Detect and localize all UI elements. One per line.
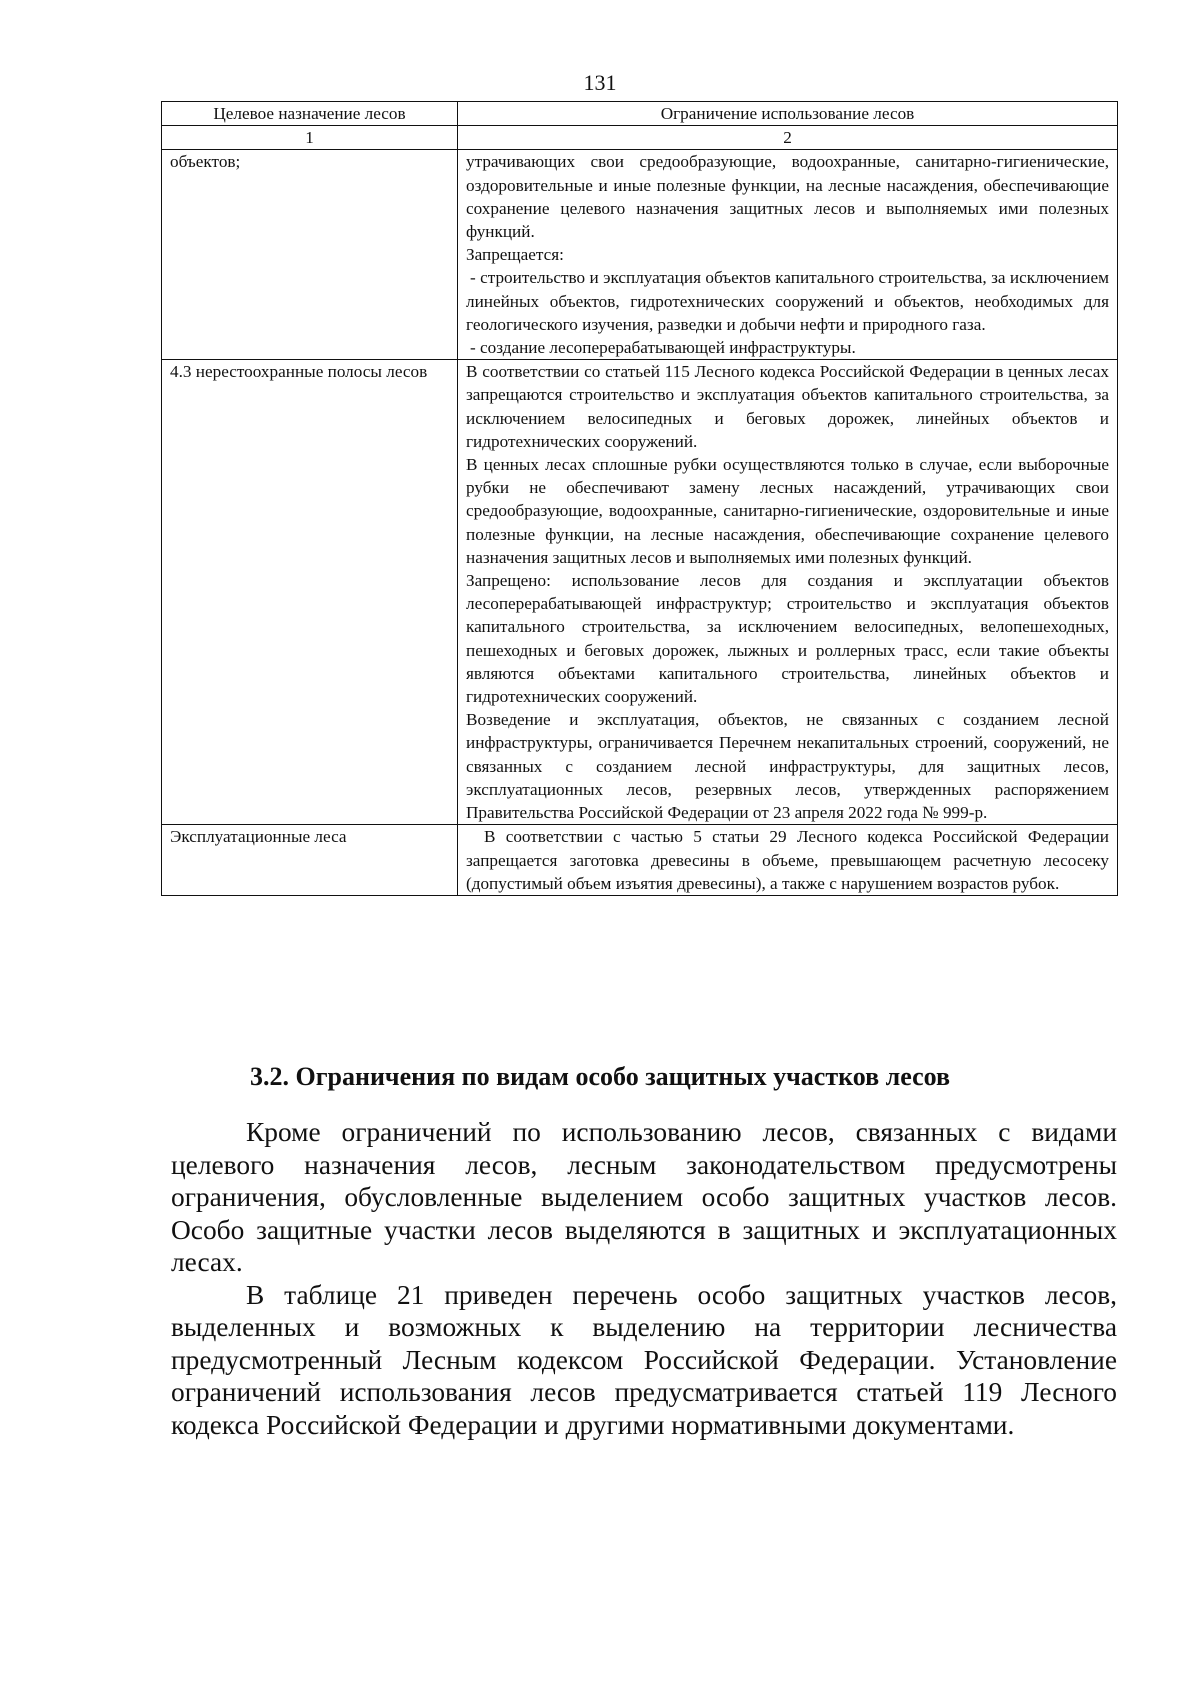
purpose-cell bbox=[162, 825, 458, 896]
column-number-row bbox=[162, 126, 1118, 150]
body-paragraph: В таблице 21 приведен перечень особо защитных участков лесов, выделенных и возможных к выделению на территории лесничества предусмотренный Лесным кодексом Российской Федерации. Установление ограничений использования лесов предусматривается статьей 119 Лесного кодекса Российской Федерации и другими нормативными документами. bbox=[171, 1279, 1117, 1440]
restrictions-table bbox=[161, 101, 1118, 896]
restriction-paragraph: утрачивающих свои средообразующие, водоохранные, санитарно-гигиенические, оздоровительные и иные полезные функции, на лесные насаждения, обеспечивающие сохранение целевого назначения защитных лесов и выполняемых ими полезных функций. bbox=[466, 152, 1109, 242]
table-row bbox=[162, 150, 1118, 360]
table-header-row bbox=[162, 102, 1118, 126]
table-row bbox=[162, 825, 1118, 896]
restriction-paragraph: Запрещено: использование лесов для создания и эксплуатации объектов лесоперерабатывающей инфраструктур; строительство и эксплуатация объектов капитального строительства, за исключением велосипедных, велопешеходных, пешеходных и беговых дорожек, лыжных и роллерных трасс, если такие объекты являются объектами капитального строительства, линейных объектов и гидротехнических сооружений. bbox=[466, 571, 1109, 707]
table-row bbox=[162, 360, 1118, 825]
restriction-paragraph: Запрещается: bbox=[466, 245, 564, 265]
section-heading: 3.2. Ограничения по видам особо защитных участков лесов bbox=[249, 1061, 951, 1091]
restriction-paragraph: В соответствии со статьей 115 Лесного кодекса Российской Федерации в ценных лесах запрещаются строительство и эксплуатация объектов капитального строительства, за исключением велосипедных и беговых дорожек, линейных объектов и гидротехнических сооружений. bbox=[466, 362, 1109, 451]
purpose-text: Эксплуатационные леса bbox=[170, 827, 347, 847]
page-number: 131 bbox=[583, 70, 617, 95]
section-body bbox=[171, 1116, 1117, 1441]
purpose-cell bbox=[162, 360, 458, 825]
restriction-cell bbox=[458, 150, 1118, 360]
column-number-1: 1 bbox=[162, 126, 458, 150]
restriction-paragraph: Возведение и эксплуатация, объектов, не связанных с созданием лесной инфраструктуры, ограничивается Перечнем некапитальных строений, сооружений, не связанных с созданием лесной инфраструктуры, для защитных лесов, эксплуатационных лесов, резервных лесов, утвержденных распоряжением Правительства Российской Федерации от 23 апреля 2022 года № 999-р. bbox=[466, 710, 1109, 823]
restriction-cell bbox=[458, 360, 1118, 825]
restriction-paragraph: - создание лесоперерабатывающей инфраструктуры. bbox=[470, 338, 856, 358]
column-number-2: 2 bbox=[458, 126, 1118, 150]
header-purpose: Целевое назначение лесов bbox=[162, 102, 458, 126]
restriction-cell bbox=[458, 825, 1118, 896]
purpose-text: 4.3 нерестоохранные полосы лесов bbox=[170, 362, 428, 382]
header-restriction: Ограничение использование лесов bbox=[458, 102, 1118, 126]
purpose-cell bbox=[162, 150, 458, 360]
restriction-paragraph: - строительство и эксплуатация объектов капитального строительства, за исключением линейных объектов, гидротехнических сооружений и объектов, необходимых для геологического изучения, разведки и добычи нефти и природного газа. bbox=[466, 268, 1109, 334]
purpose-text: объектов; bbox=[170, 152, 241, 172]
body-paragraph: Кроме ограничений по использованию лесов, связанных с видами целевого назначения лесов, лесным законодательством предусмотрены ограничения, обусловленные выделением особо защитных участков лесов. Особо защитные участки лесов выделяются в защитных и эксплуатационных лесах. bbox=[171, 1117, 1117, 1277]
restriction-paragraph: В соответствии с частью 5 статьи 29 Лесного кодекса Российской Федерации запрещается заготовка древесины в объеме, превышающем расчетную лесосеку (допустимый объем изъятия древесины), а также с нарушением возрастов рубок. bbox=[466, 827, 1109, 893]
restriction-paragraph: В ценных лесах сплошные рубки осуществляются только в случае, если выборочные рубки не обеспечивают замену лесных насаждений, утрачивающих свои средообразующие, водоохранные, санитарно-гигиенические, оздоровительные и иные полезные функции, на лесные насаждения, обеспечивающие сохранение целевого назначения защитных лесов и выполняемых ими полезных функций. bbox=[466, 455, 1109, 567]
